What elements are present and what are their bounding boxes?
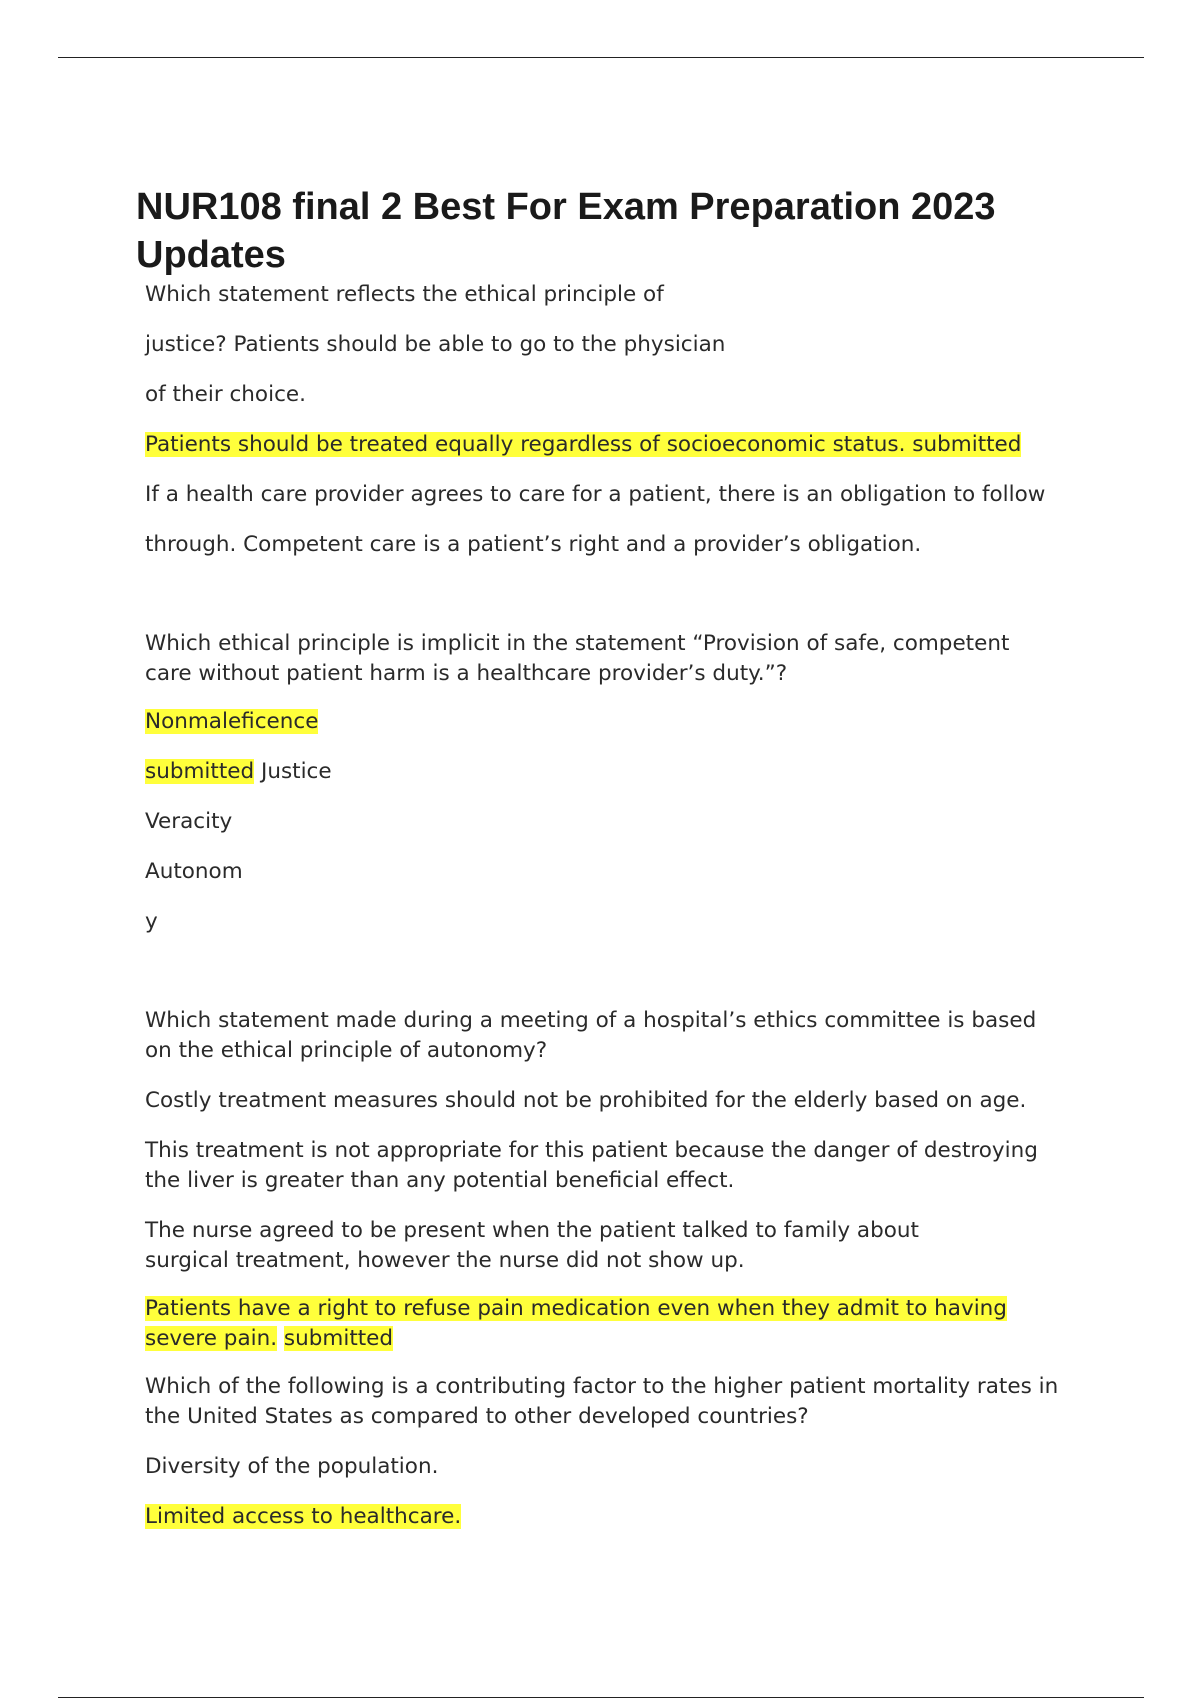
q4-answer [145,1502,1105,1532]
q4-line-1: Which of the following is a contributing factor to the higher patient mortality rates in [145,1374,1059,1399]
q3-answer-highlight-2: severe pain. [145,1326,278,1351]
q2-option-justice: Justice [254,759,332,784]
q3-option-2-line-1: This treatment is not appropriate for this patient because the danger of destroying [145,1138,1038,1163]
q1-line-5: If a health care provider agrees to care for a patient, there is an obligation to follow [145,482,1046,507]
q4-line-2: the United States as compared to other developed countries? [145,1404,809,1429]
q3-line-1: Which statement made during a meeting of a hospital’s ethics committee is based [145,1008,1037,1033]
q3-line-2: on the ethical principle of autonomy? [145,1038,548,1063]
q1-answer [145,430,1105,460]
q3-option-3-line-2: surgical treatment, however the nurse did not show up. [145,1248,745,1273]
document-body [145,280,1105,1532]
q1-line-2: justice? Patients should be able to go to the physician [145,332,726,357]
q3-answer-highlight-1: Patients have a right to refuse pain medication even when they admit to having [145,1296,1007,1321]
q2-line-1: Which ethical principle is implicit in the statement “Provision of safe, competent [145,631,1010,656]
q1-answer-highlight: Patients should be treated equally regardless of socioeconomic status. submitted [145,432,1022,457]
bottom-rule [58,1697,1144,1698]
q1-line-6: through. Competent care is a patient’s right and a provider’s obligation. [145,532,922,557]
q4-option-1: Diversity of the population. [145,1454,439,1479]
title-line-2: Updates [136,234,286,276]
q3-option-1: Costly treatment measures should not be prohibited for the elderly based on age. [145,1088,1027,1113]
q1-line-3: of their choice. [145,382,306,407]
q3-answer-line-2 [145,1324,1105,1354]
title-line-1: NUR108 final 2 Best For Exam Preparation 2023 [136,186,996,228]
q4-answer-highlight: Limited access to healthcare. [145,1504,462,1529]
q3-submitted-highlight: submitted [283,1326,394,1351]
q2-answer-highlight: Nonmaleficence [145,709,319,734]
q2-answer [145,707,1105,737]
document-title [136,183,1096,279]
q2-submitted-justice [145,757,1105,787]
q3-option-3-line-1: The nurse agreed to be present when the patient talked to family about [145,1218,919,1243]
q3-answer-line-1 [145,1294,1105,1324]
q2-option-veracity: Veracity [145,809,233,834]
q2-line-2: care without patient harm is a healthcare provider’s duty.”? [145,661,788,686]
q2-option-autonom: Autonom [145,859,243,884]
q1-line-1: Which statement reflects the ethical principle of [145,282,664,307]
q2-option-y: y [145,909,158,934]
q3-option-2-line-2: the liver is greater than any potential beneficial effect. [145,1168,735,1193]
top-rule [58,57,1144,58]
q2-submitted-highlight: submitted [145,759,255,784]
